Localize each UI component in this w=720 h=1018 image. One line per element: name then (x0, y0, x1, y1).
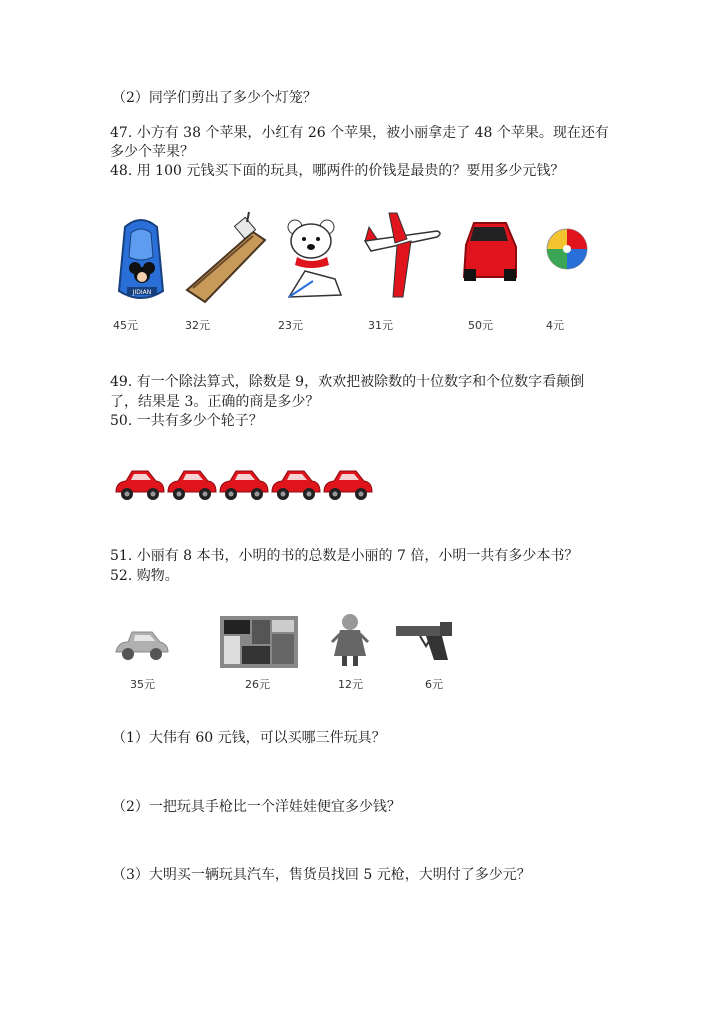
toy-price: 32元 (185, 319, 210, 332)
toy-price: 50元 (468, 319, 493, 332)
red-car-icon (166, 466, 218, 502)
question-50: 50. 一共有多少个轮子？ (110, 413, 263, 429)
toy-price: 45元 (113, 319, 138, 332)
shop-price: 6元 (425, 678, 443, 691)
red-car-icon (270, 466, 322, 502)
airplane-icon (363, 205, 443, 305)
car-icon (114, 628, 170, 662)
question-52-part-3: （3）大明买一辆玩具汽车，售货员找回 5 元枪，大明付了多少元？ (112, 867, 531, 883)
doll-icon (330, 612, 370, 668)
question-49-line-2: 了，结果是 3。正确的商是多少？ (110, 394, 320, 410)
ball-icon (545, 227, 589, 271)
backpack-icon (113, 213, 169, 305)
shop-price: 12元 (338, 678, 363, 691)
question-47-line-1: 47. 小方有 38 个苹果，小红有 26 个苹果，被小丽拿走了 48 个苹果。现在还有 (110, 125, 609, 141)
question-52-part-2: （2）一把玩具手枪比一个洋娃娃便宜多少钱？ (112, 799, 401, 815)
question-48: 48. 用 100 元钱买下面的玩具，哪两件的价钱是最贵的？要用多少元钱？ (110, 163, 565, 179)
car-icon (460, 215, 520, 285)
backpack-lettering: JIDIAN (132, 289, 152, 296)
red-car-icon (322, 466, 374, 502)
toy-gun-icon (396, 622, 454, 662)
shop-price: 26元 (245, 678, 270, 691)
toy-price: 31元 (368, 319, 393, 332)
question-52-part-1: （1）大伟有 60 元钱，可以买哪三件玩具？ (112, 730, 386, 746)
shop-price: 35元 (130, 678, 155, 691)
shop-figure (110, 612, 470, 692)
toy-price: 23元 (278, 319, 303, 332)
question-52: 52. 购物。 (110, 568, 179, 584)
red-car-icon (114, 466, 166, 502)
question-51: 51. 小丽有 8 本书，小明的书的总数是小丽的 7 倍，小明一共有多少本书？ (110, 548, 579, 564)
car-row (114, 466, 384, 506)
toy-price: 4元 (546, 319, 564, 332)
question-49-line-1: 49. 有一个除法算式，除数是 9，欢欢把被除数的十位数字和个位数字看颠倒 (110, 374, 585, 390)
toys-figure (108, 205, 608, 335)
bear-icon (283, 215, 345, 301)
question-47-line-2: 多少个苹果？ (110, 144, 194, 160)
red-car-icon (218, 466, 270, 502)
ship-icon (183, 210, 268, 305)
question-46-part-2: （2）同学们剪出了多少个灯笼？ (112, 90, 317, 106)
building-blocks-icon (220, 616, 298, 668)
